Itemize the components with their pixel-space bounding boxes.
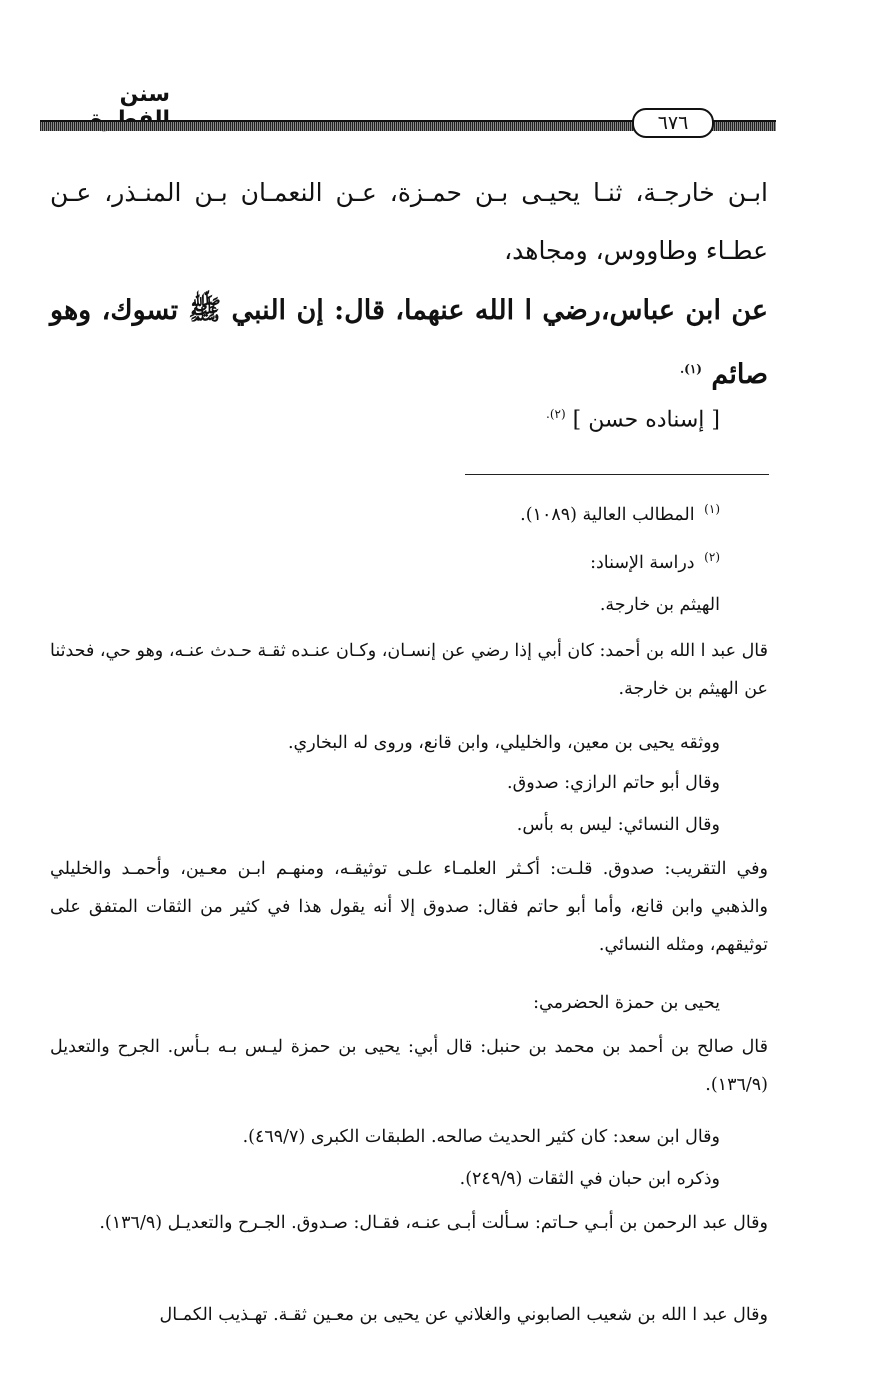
footnote-paragraph: يحيى بن حمزة الحضرمي: [533,993,720,1013]
hadith-footnote-ref: (١). [679,362,702,376]
footnote-paragraph: وقال النسائي: ليس به بأس. [516,815,720,835]
footnote-paragraph: قال صالح بن أحمد بن محمد بن حنبل: قال أبي: يحيى بن حمزة ليـس بـه بـأس. الجرح والتعديل (١٣٦/٩). [50,1037,768,1095]
footnote-1 [50,490,720,534]
footnote-paragraph: قال عبد ا الله بن أحمد: كان أبي إذا رضي عن إنسـان، وكـان عنـده ثقـة حـدث عنـه، وهو حي، فحدثنا عن الهيثم بن خارجة. [50,641,768,699]
hadith-body: عن ابن عباس،رضي ا الله عنهما، قال: إن النبي ﷺ تسوك، وهو صائم [50,295,768,390]
footnote-paragraph: وقال أبو حاتم الرازي: صدوق. [507,773,720,793]
running-header-title: سنن [119,82,170,107]
footnote-2-number: (٢) [704,550,720,564]
footnote-separator [465,474,769,475]
footnote-paragraph: وفي التقريب: صدوق. قلـت: أكـثر العلمـاء علـى توثيقـه، ومنهـم ابـن معـين، وأحمـد والخليلي والذهبي وابن قانع، وأما أبو حاتم فقال: صدوق إلا أنه يقول هذا في كثير من الثقات المتفق على توثيقهم، ومثله النسائي. [50,859,768,955]
isnad-text: ابـن خارجـة، ثنـا يحيـى بـن حمـزة، عـن النعمـان بـن المنـذر، عـن عطـاء وطاووس، ومجاهد، [50,178,768,265]
footnote-1-text: المطالب العالية (١٠٨٩). [520,504,695,525]
footnote-paragraph: الهيثم بن خارجة. [599,595,720,615]
footnote-2 [50,538,720,582]
footnote-paragraph: وقال عبد الرحمن بن أبـي حـاتم: سـألت أبـى عنـه، فقـال: صـدوق. الجـرح والتعديـل (١٣٦/٩). [99,1213,768,1233]
footnote-paragraph: وقال عبد ا الله بن شعيب الصابوني والغلاني عن يحيى بن معـين ثقـة. تهـذيب الكمـال [159,1305,768,1325]
grading-text [50,394,720,440]
hadith-text [50,282,768,404]
footnote-paragraph: وذكره ابن حبان في الثقات (٢٤٩/٩). [459,1169,720,1189]
footnote-paragraph: ووثقه يحيى بن معين، والخليلي، وابن قانع، وروى له البخاري. [287,733,720,753]
footnote-paragraph: وقال ابن سعد: كان كثير الحديث صالحه. الطبقات الكبرى (٤٦٩/٧). [242,1127,720,1147]
page-number: ٦٧٦ [632,108,714,138]
grading-body: [ إسناده حسن ] [572,407,720,433]
grading-footnote-ref: (٢). [546,407,566,421]
footnote-1-number: (١) [704,502,720,516]
footnote-2-text: دراسة الإسناد: [590,552,695,573]
